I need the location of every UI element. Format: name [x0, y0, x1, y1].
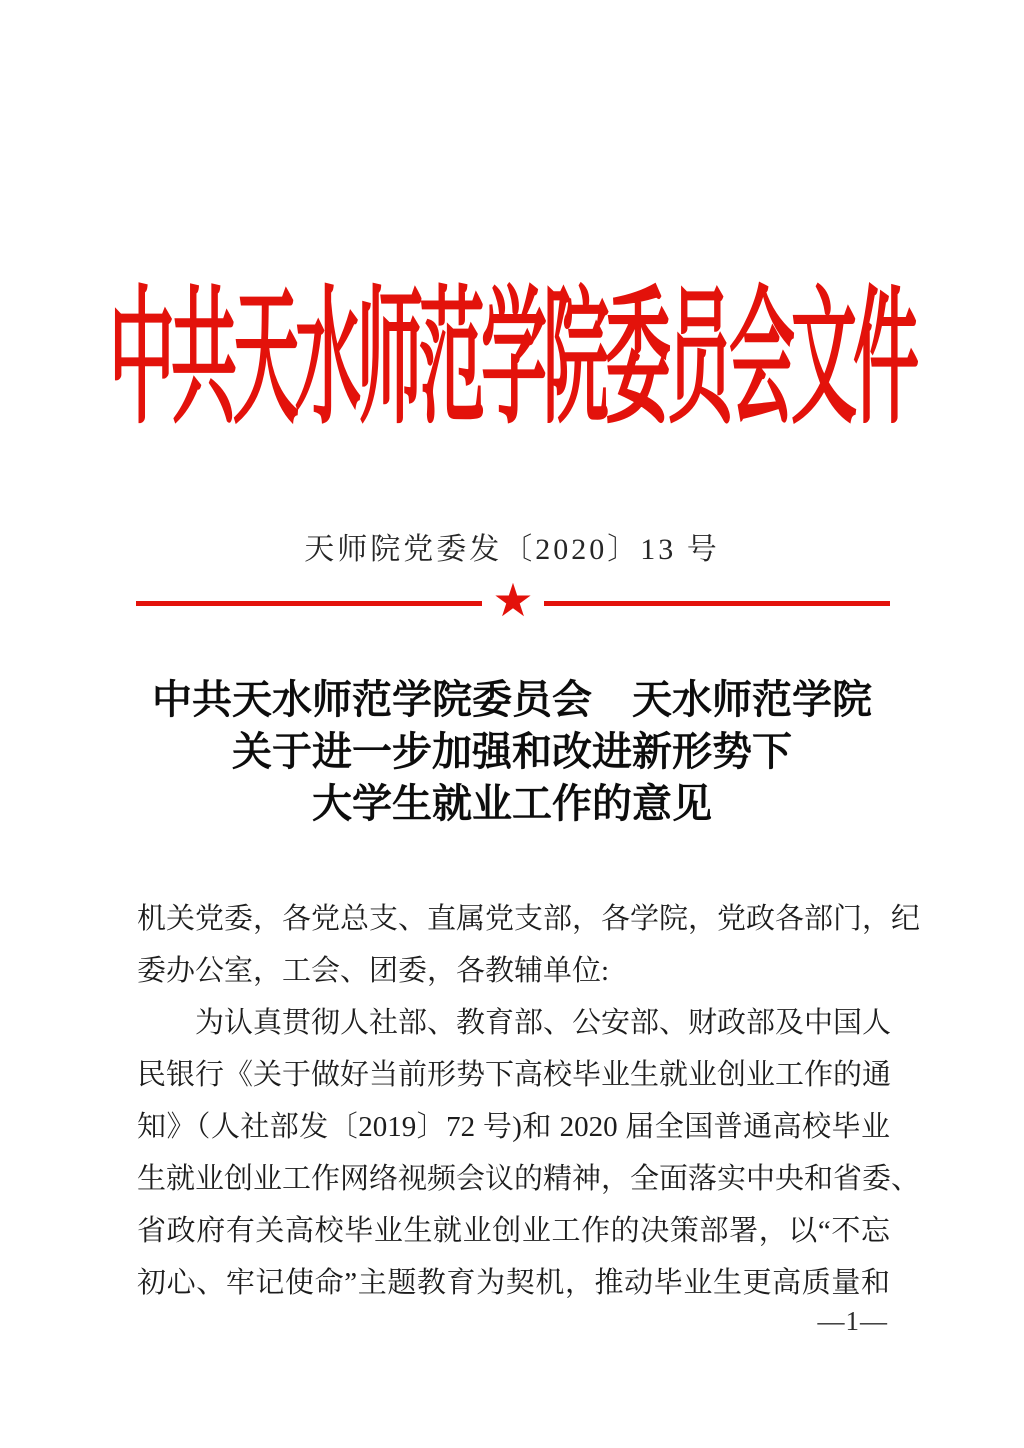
- body-line-salutation-1: 机关党委，各党总支、直属党支部，各学院，党政各部门，纪: [137, 903, 921, 935]
- document-number: 天师院党委发〔2020〕13 号: [304, 533, 720, 566]
- divider-line-left: [136, 601, 482, 606]
- document-title-line-1: 中共天水师范学院委员会 天水师范学院: [152, 677, 872, 722]
- star-icon: ★: [492, 575, 534, 626]
- page-number: —1—: [817, 1306, 888, 1336]
- red-header-title: 中共天水师范学院委员会文件: [109, 278, 915, 443]
- body-line-paragraph-3: 知》（人社部发〔2019〕72 号)和 2020 届全国普通高校毕业: [137, 1111, 890, 1143]
- body-line-paragraph-5: 省政府有关高校毕业生就业创业工作的决策部署，以“不忘: [137, 1215, 890, 1247]
- red-header-masthead: [0, 278, 1024, 443]
- document-title-line-3: 大学生就业工作的意见: [312, 781, 712, 826]
- document-title: [0, 674, 1024, 830]
- body-line-paragraph-1: 为认真贯彻人社部、教育部、公安部、财政部及中国人: [195, 1007, 892, 1039]
- divider-line-right: [544, 601, 890, 606]
- body-line-paragraph-4: 生就业创业工作网络视频会议的精神，全面落实中央和省委、: [137, 1163, 921, 1195]
- document-title-line-2: 关于进一步加强和改进新形势下: [232, 729, 792, 774]
- body-line-salutation-2: 委办公室，工会、团委，各教辅单位:: [137, 955, 610, 987]
- body-line-paragraph-2: 民银行《关于做好当前形势下高校毕业生就业创业工作的通: [137, 1059, 892, 1091]
- red-divider: [136, 575, 890, 626]
- body-text: [137, 893, 921, 1309]
- body-line-paragraph-6: 初心、牢记使命”主题教育为契机，推动毕业生更高质量和: [137, 1267, 890, 1299]
